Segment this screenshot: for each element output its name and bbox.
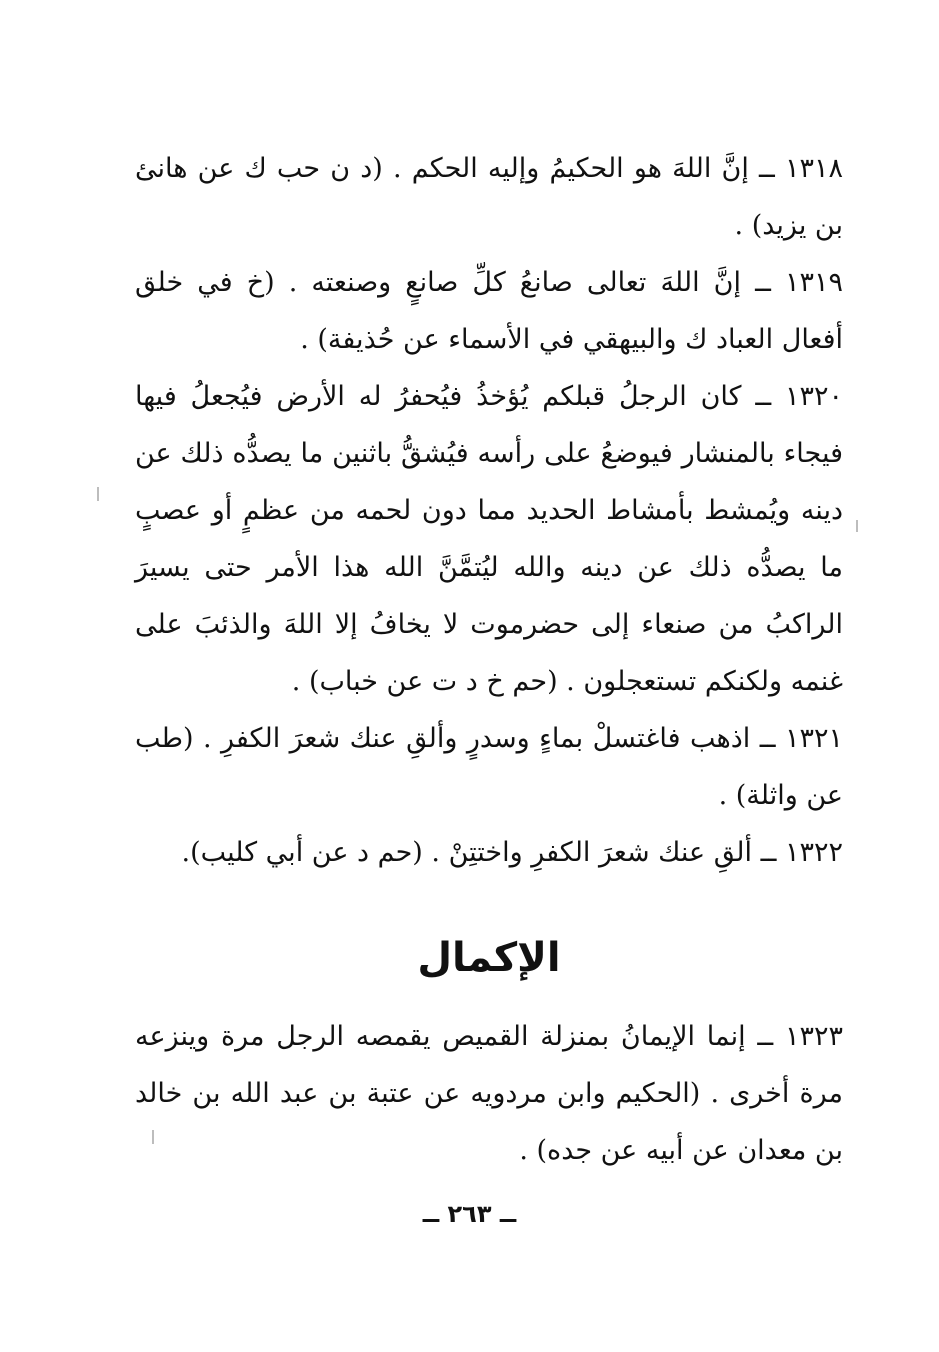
page-number: ــ ٢٦٣ ــ bbox=[422, 1200, 517, 1228]
hadith-1318: ١٣١٨ ــ إنَّ اللهَ هو الحكيمُ وإليه الحكم . (د ن حب ك عن هانئ بن يزيد) . bbox=[135, 153, 843, 241]
hadith-1322: ١٣٢٢ ــ ألقِ عنك شعرَ الكفرِ واختتِنْ . (حم د عن أبي كليب). bbox=[181, 837, 843, 868]
section-heading: الإكمال bbox=[417, 935, 561, 981]
hadith-list-ikmal bbox=[135, 1008, 843, 1179]
hadith-1321: ١٣٢١ ــ اذهب فاغتسلْ بماءٍ وسدرٍ وألقِ عنك شعرَ الكفرِ . (طب عن واثلة) . bbox=[135, 723, 843, 811]
scan-speck bbox=[856, 520, 858, 532]
scan-speck bbox=[152, 1130, 154, 1144]
section-heading-wrap bbox=[135, 928, 843, 988]
hadith-1319: ١٣١٩ ــ إنَّ اللهَ تعالى صانعُ كلِّ صانعٍ وصنعته . (خ في خلق أفعال العباد ك والبيهقي في الأسماء عن حُذيفة) . bbox=[135, 267, 843, 355]
hadith-list bbox=[135, 140, 843, 881]
scan-speck bbox=[97, 487, 99, 501]
hadith-1323: ١٣٢٣ ــ إنما الإيمانُ بمنزلة القميص يقمصه الرجل مرة وينزعه مرة أخرى . (الحكيم وابن مردويه عن عتبة بن عبد الله بن خالد بن معدان عن أبيه عن جده) . bbox=[135, 1021, 843, 1166]
hadith-1320: ١٣٢٠ ــ كان الرجلُ قبلكم يُؤخذُ فيُحفرُ له الأرض فيُجعلُ فيها فيجاء بالمنشار فيوضعُ على رأسه فيُشقُّ باثنين ما يصدُّه ذلك عن دينه ويُمشط بأمشاط الحديد مما دون لحمه من عظمٍ أو عصبٍ ما يصدُّه ذلك عن دينه والله ليُتمَّنَّ الله هذا الأمر حتى يسيرَ الراكبُ من صنعاء إلى حضرموت لا يخافُ إلا اللهَ والذئبَ على غنمه ولكنكم تستعجلون . (حم خ د ت عن خباب) . bbox=[135, 381, 843, 697]
